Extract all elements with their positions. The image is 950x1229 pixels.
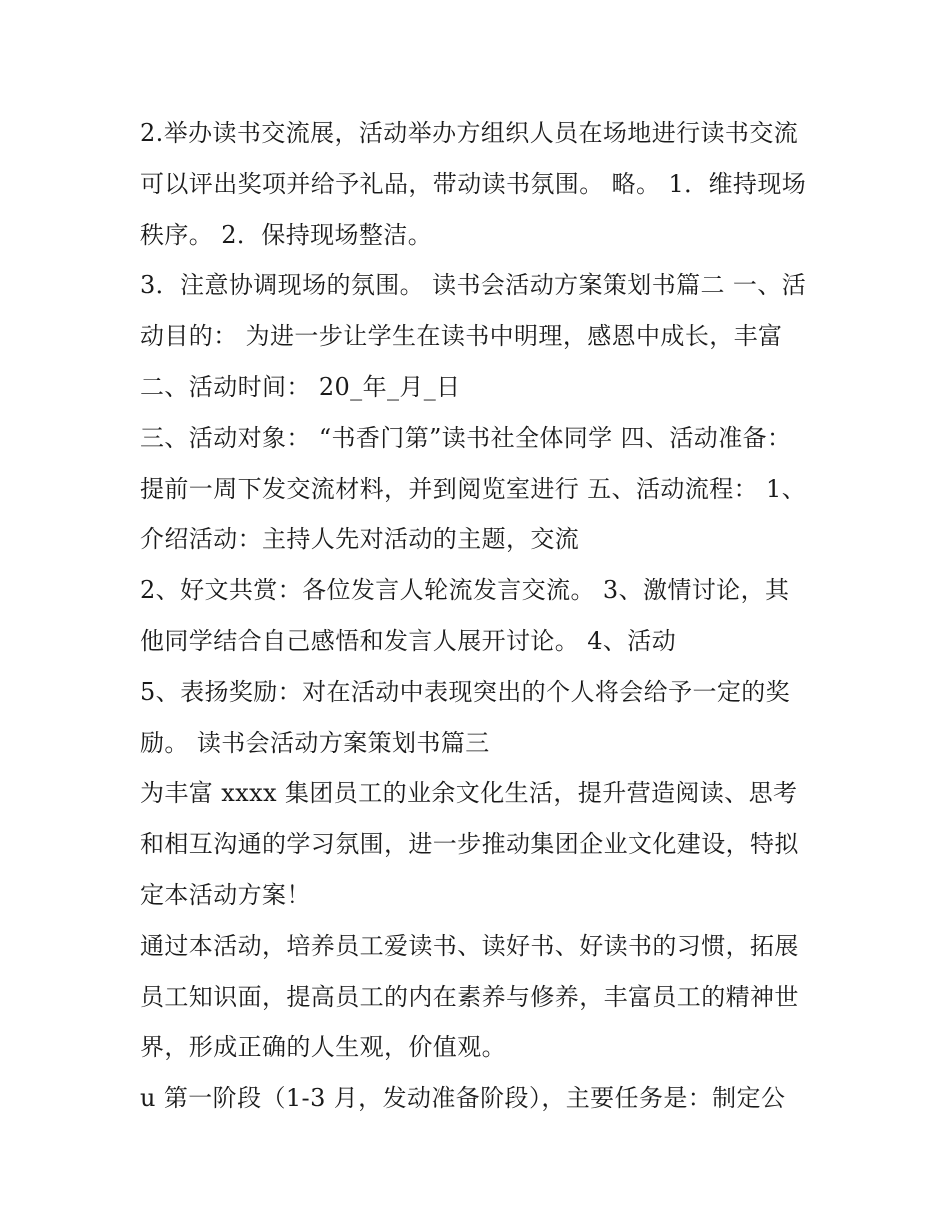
text-line: 三、活动对象： “书香门第”读书社全体同学 四、活动准备： xyxy=(140,423,792,452)
text-line: 介绍活动：主持人先对活动的主题，交流 xyxy=(140,525,580,554)
text-line: u 第一阶段（1-3 月，发动准备阶段），主要任务是：制定公 xyxy=(140,1084,786,1113)
body-text xyxy=(140,108,830,1124)
text-line: 秩序。 2．保持现场整洁。 xyxy=(140,220,433,249)
text-line: 员工知识面，提高员工的内在素养与修养，丰富员工的精神世 xyxy=(140,982,799,1011)
text-line: 5、表扬奖励：对在活动中表现突出的个人将会给予一定的奖 xyxy=(140,677,791,706)
text-line: 二、活动时间： 20_年_月_日 xyxy=(140,372,461,401)
text-line: 动目的： 为进一步让学生在读书中明理，感恩中成长，丰富 xyxy=(140,322,783,351)
text-line: 和相互沟通的学习氛围，进一步推动集团企业文化建设，特拟 xyxy=(140,830,799,859)
text-line: 通过本活动，培养员工爱读书、读好书、好读书的习惯，拓展 xyxy=(140,931,799,960)
text-line: 提前一周下发交流材料，并到阅览室进行 五、活动流程： 1、 xyxy=(140,474,807,503)
text-line: 2、好文共赏：各位发言人轮流发言交流。 3、激情讨论，其 xyxy=(140,576,790,605)
text-line: 定本活动方案！ xyxy=(140,880,311,909)
text-line: 他同学结合自己感悟和发言人展开讨论。 4、活动 xyxy=(140,626,677,655)
text-line: 可以评出奖项并给予礼品，带动读书氛围。 略。 1．维持现场 xyxy=(140,169,807,198)
text-line: 励。 读书会活动方案策划书篇三 xyxy=(140,728,490,757)
text-line: 2.举办读书交流展，活动举办方组织人员在场地进行读书交流 xyxy=(140,119,799,147)
text-line: 3．注意协调现场的氛围。 读书会活动方案策划书篇二 一、活 xyxy=(140,271,807,300)
text-line: 为丰富 xxxx 集团员工的业余文化生活，提升营造阅读、思考 xyxy=(140,779,798,808)
text-line: 界，形成正确的人生观，价值观。 xyxy=(140,1033,506,1062)
